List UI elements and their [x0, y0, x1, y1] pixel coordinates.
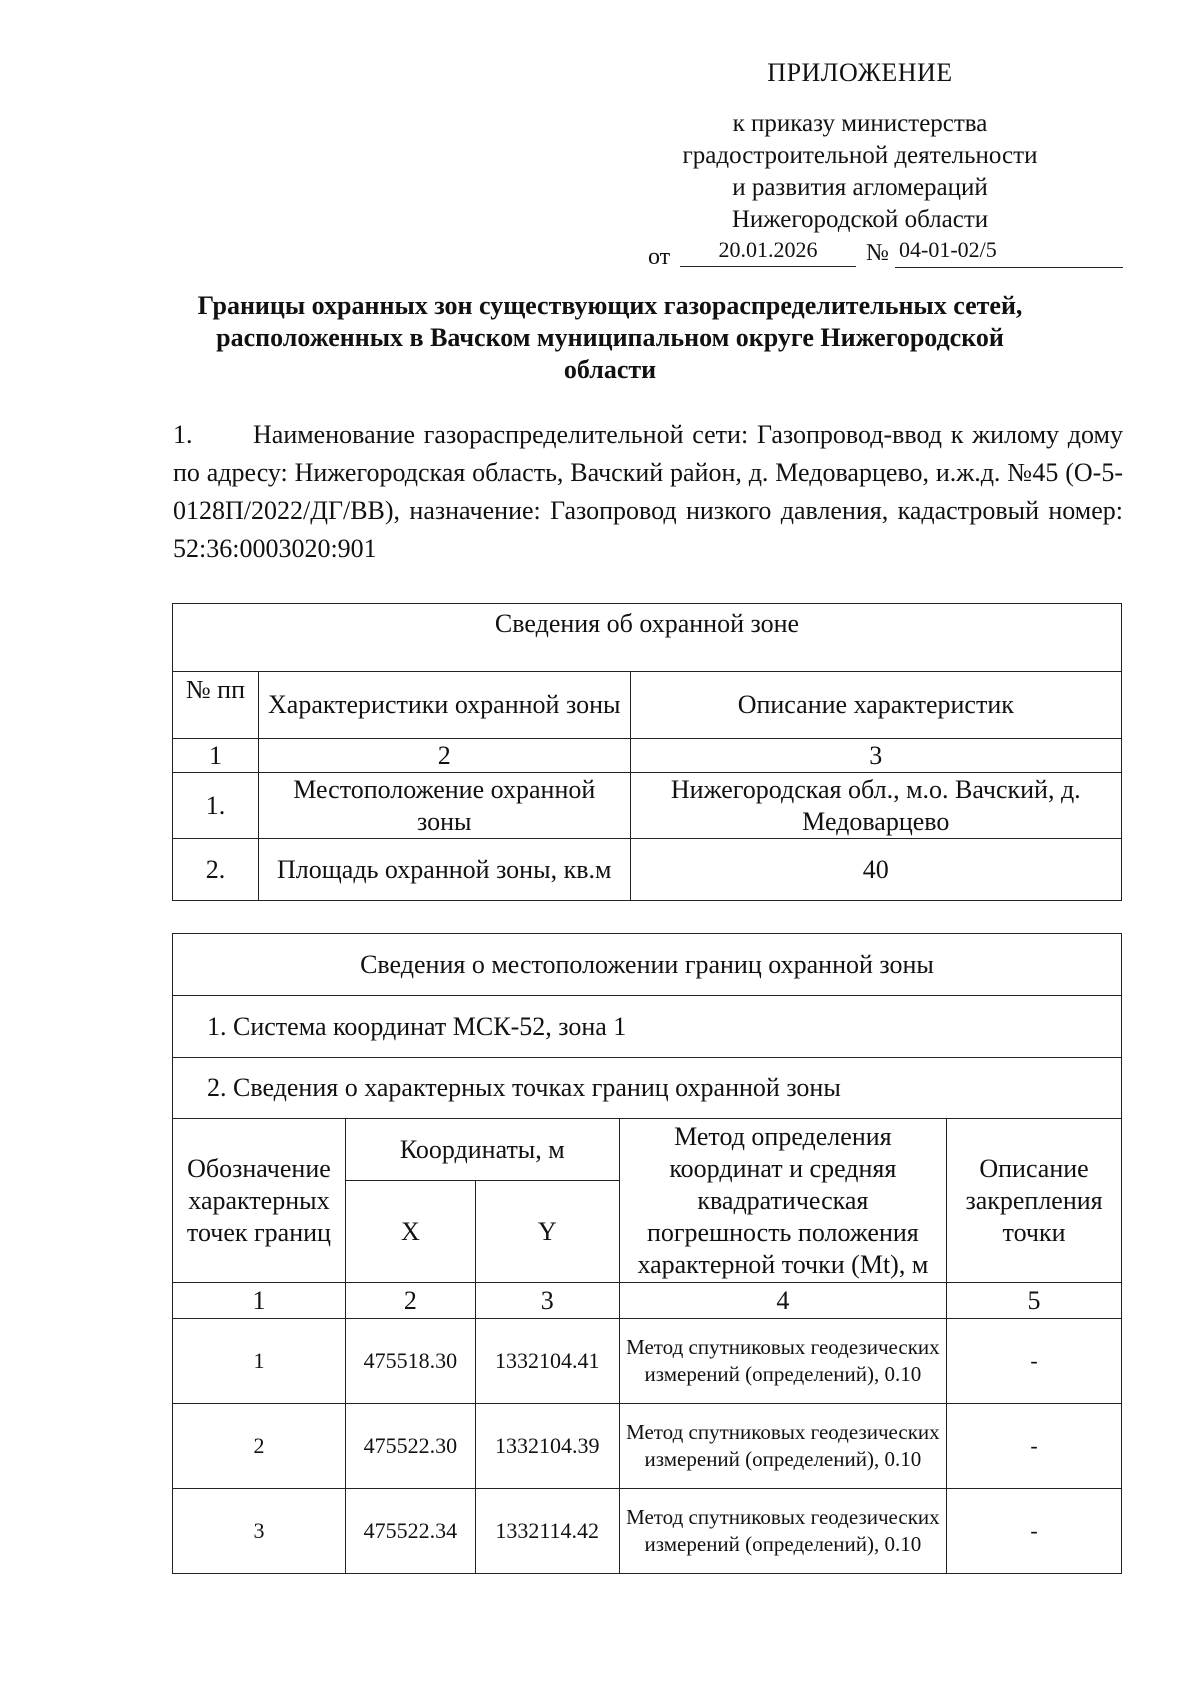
x-coordinate: 475518.30: [345, 1319, 475, 1404]
item-text: Наименование газораспределительной сети: Газопровод-ввод к жилому дому по адресу: Нижегородская область, Вачский район, д. Медоварцево, и.ж.д. №45 (О-5-0128П/2022/ДГ/ВВ), назначение: Газопровод низкого давления, кадастровый номер: 52:36:0003020:901: [173, 420, 1123, 563]
zone-info-table: [172, 603, 1122, 901]
header-cell: № пп: [173, 672, 259, 739]
header-cell: Обозначение характерных точек границ: [173, 1119, 346, 1283]
points-caption: 2. Сведения о характерных точках границ охранной зоны: [173, 1058, 1122, 1119]
column-number: 2: [258, 739, 630, 773]
row-number: 2.: [173, 839, 259, 901]
method-cell: Метод спутниковых геодезических измерений (определений), 0.10: [619, 1319, 946, 1404]
y-coordinate: 1332104.39: [475, 1404, 619, 1489]
date-label: от: [648, 244, 671, 270]
network-description: [173, 416, 1123, 568]
table-row: [173, 839, 1122, 901]
header-cell: Описание характеристик: [630, 672, 1121, 739]
fixing-cell: -: [947, 1489, 1122, 1574]
fixing-cell: -: [947, 1319, 1122, 1404]
point-id: 2: [173, 1404, 346, 1489]
document-title: [180, 290, 1040, 386]
number-label: №: [866, 240, 889, 266]
table-row: [173, 1319, 1122, 1404]
point-id: 3: [173, 1489, 346, 1574]
appendix-line: Нижегородской области: [731, 206, 989, 233]
column-number: 4: [619, 1283, 946, 1319]
coordinate-system: 1. Система координат МСК-52, зона 1: [173, 996, 1122, 1058]
document-title-line: Границы охранных зон существующих газораспределительных сетей,: [197, 291, 1023, 320]
header-cell: Характеристики охранной зоны: [258, 672, 630, 739]
header-cell: Описание закрепления точки: [947, 1119, 1122, 1283]
row-number: 1.: [173, 773, 259, 839]
characteristic-cell: Площадь охранной зоны, кв.м: [258, 839, 630, 901]
column-number: 3: [630, 739, 1121, 773]
appendix-title: ПРИЛОЖЕНИЕ: [767, 58, 953, 87]
description-cell: 40: [630, 839, 1121, 901]
y-coordinate: 1332114.42: [475, 1489, 619, 1574]
header-cell: X: [345, 1181, 475, 1283]
document-title-line: области: [563, 355, 657, 384]
appendix-line: к приказу министерства: [732, 110, 988, 137]
boundary-points-table: [172, 933, 1122, 1574]
table-row: [173, 773, 1122, 839]
column-number: 5: [947, 1283, 1122, 1319]
fixing-cell: -: [947, 1404, 1122, 1489]
appendix-line: градостроительной деятельности: [682, 142, 1038, 169]
column-number: 1: [173, 1283, 346, 1319]
table-caption: Сведения об охранной зоне: [173, 604, 1122, 672]
column-number: 1: [173, 739, 259, 773]
point-id: 1: [173, 1319, 346, 1404]
order-number: 04-01-02/5: [895, 236, 1123, 268]
table-row: [173, 1489, 1122, 1574]
item-number: 1.: [173, 420, 193, 449]
x-coordinate: 475522.30: [345, 1404, 475, 1489]
column-number: 2: [345, 1283, 475, 1319]
table-caption: Сведения о местоположении границ охранной зоны: [173, 934, 1122, 996]
header-cell: Координаты, м: [345, 1119, 619, 1181]
header-cell: Y: [475, 1181, 619, 1283]
characteristic-cell: Местоположение охранной зоны: [258, 773, 630, 839]
description-cell: Нижегородская обл., м.о. Вачский, д. Медоварцево: [630, 773, 1121, 839]
y-coordinate: 1332104.41: [475, 1319, 619, 1404]
method-cell: Метод спутниковых геодезических измерений (определений), 0.10: [619, 1489, 946, 1574]
header-cell: Метод определения координат и средняя квадратическая погрешность положения характерной точки (Mt), м: [619, 1119, 946, 1283]
method-cell: Метод спутниковых геодезических измерений (определений), 0.10: [619, 1404, 946, 1489]
appendix-line: и развития агломераций: [732, 174, 988, 201]
column-number: 3: [475, 1283, 619, 1319]
table-row: [173, 1404, 1122, 1489]
x-coordinate: 475522.34: [345, 1489, 475, 1574]
document-title-line: расположенных в Вачском муниципальном округе Нижегородской: [216, 323, 1004, 352]
order-date: 20.01.2026: [680, 236, 856, 267]
